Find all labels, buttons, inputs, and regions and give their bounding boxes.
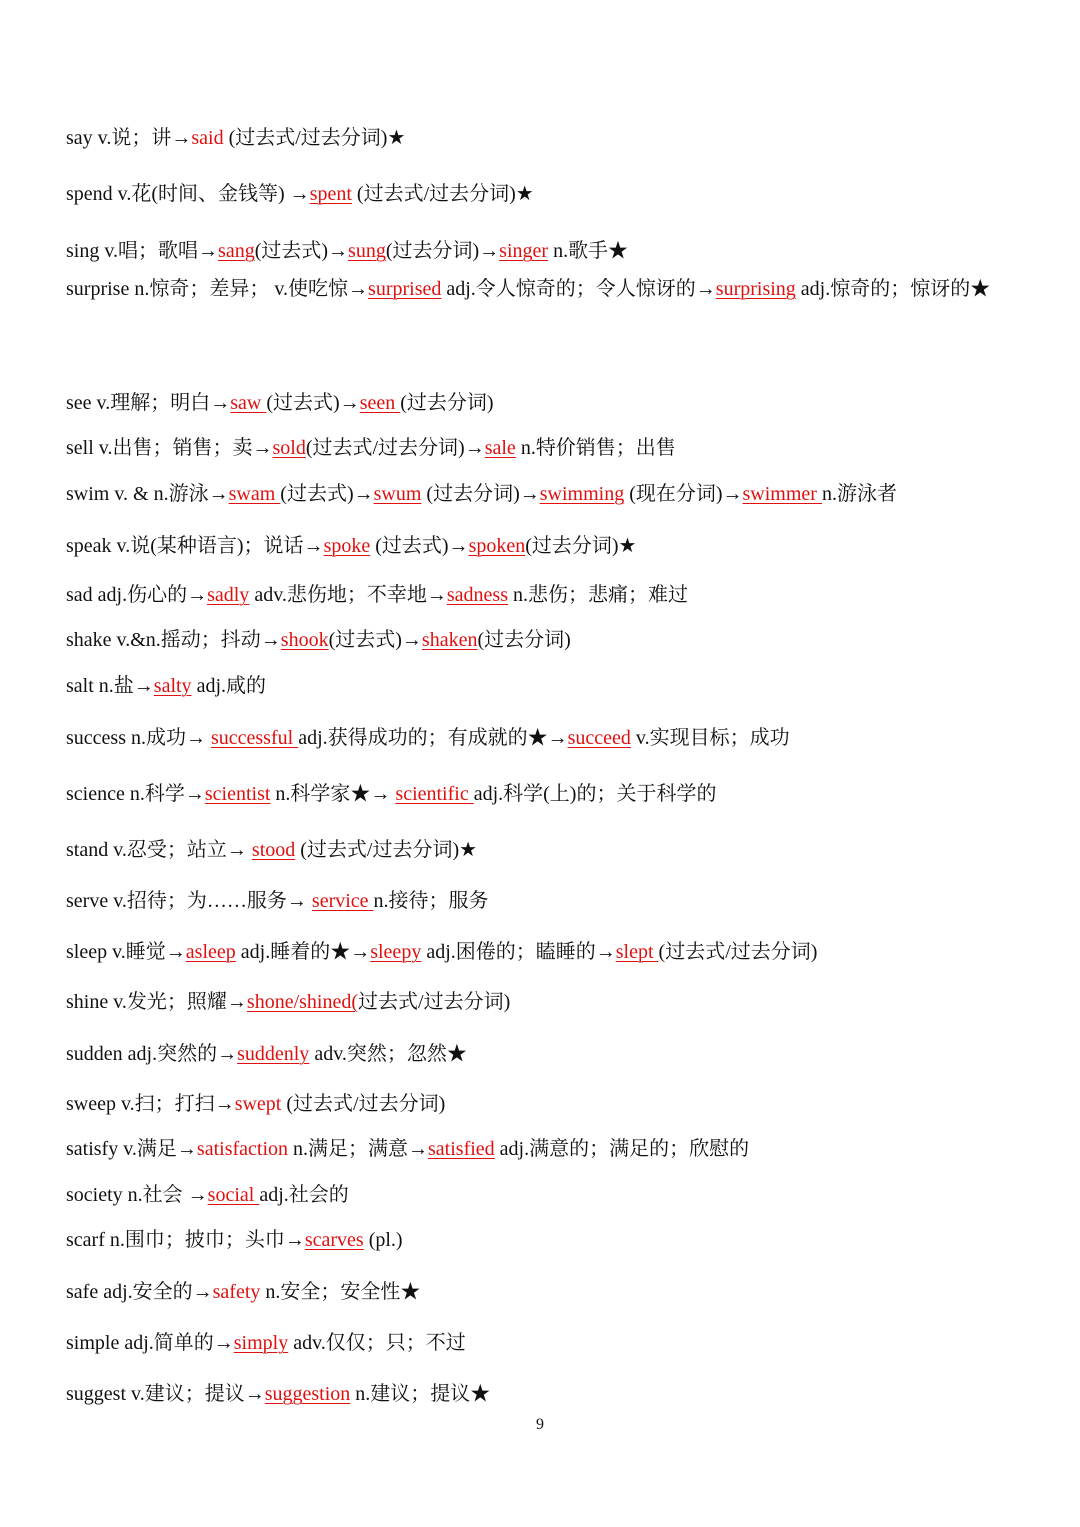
derived-word: scientific bbox=[395, 783, 474, 805]
entry-text: sad adj.伤心的→ bbox=[66, 584, 208, 606]
vocab-entry bbox=[66, 674, 1020, 698]
derived-word: scientist bbox=[204, 783, 271, 805]
derived-word: sadly bbox=[207, 584, 250, 606]
entry-text: satisfy v.满足→ bbox=[66, 1138, 197, 1160]
derived-word: swimming bbox=[539, 483, 625, 505]
entry-text: (过去式/过去分词)★ bbox=[223, 127, 406, 149]
derived-word: successful bbox=[210, 727, 299, 749]
derived-word: safety bbox=[212, 1281, 261, 1303]
vocab-entry bbox=[66, 838, 1020, 862]
entry-text: see v.理解；明白→ bbox=[66, 392, 231, 414]
derived-word: swimmer bbox=[742, 483, 822, 505]
entry-text: (过去式)→ bbox=[266, 392, 360, 414]
vocab-entry bbox=[66, 1092, 1020, 1116]
derived-word: spent bbox=[309, 183, 352, 205]
entry-text: n.游泳者 bbox=[821, 483, 897, 505]
entry-text: (过去分词) bbox=[477, 629, 571, 651]
vocab-entry bbox=[66, 436, 1020, 460]
derived-word: shook bbox=[280, 629, 329, 651]
page-number: 9 bbox=[536, 1416, 544, 1433]
derived-word: surprising bbox=[715, 278, 796, 300]
derived-word: saw bbox=[230, 392, 267, 414]
entry-text: society n.社会 → bbox=[66, 1184, 208, 1206]
entry-text: adj.惊奇的；惊讶的★ bbox=[795, 278, 991, 300]
vocab-entry bbox=[66, 726, 1020, 750]
entry-text: (过去式/过去分词)→ bbox=[305, 437, 485, 459]
derived-word: social bbox=[207, 1184, 260, 1206]
entry-text: 过去式/过去分词) bbox=[358, 991, 511, 1013]
derived-word: satisfaction bbox=[196, 1138, 289, 1160]
derived-word: swept bbox=[234, 1093, 282, 1115]
derived-word: satisfied bbox=[428, 1138, 495, 1160]
entry-text: surprise n.惊奇；差异； v.使吃惊→ bbox=[66, 278, 369, 300]
entry-text: n.满足；满意→ bbox=[288, 1138, 429, 1160]
derived-word: suddenly bbox=[237, 1043, 310, 1065]
entry-text: serve v.招待；为……服务→ bbox=[66, 890, 312, 912]
derived-word: sang bbox=[218, 240, 255, 262]
vocab-entry bbox=[66, 391, 1020, 415]
entry-text: n.接待；服务 bbox=[373, 890, 489, 912]
derived-word: said bbox=[191, 127, 224, 149]
derived-word: service bbox=[311, 890, 374, 912]
entry-text: adj.社会的 bbox=[259, 1184, 349, 1206]
entry-text: (过去式)→ bbox=[328, 629, 422, 651]
entry-text: success n.成功→ bbox=[66, 727, 211, 749]
vocab-entry bbox=[66, 239, 1020, 263]
entry-text: sell v.出售；销售；卖→ bbox=[66, 437, 273, 459]
entry-text: (现在分词)→ bbox=[624, 483, 743, 505]
derived-word: spoke bbox=[323, 535, 371, 557]
derived-word: seen bbox=[359, 392, 401, 414]
derived-word: sale bbox=[484, 437, 516, 459]
entry-text: adj.困倦的；瞌睡的→ bbox=[421, 941, 616, 963]
entry-text: adv.突然；忽然★ bbox=[309, 1043, 467, 1065]
entry-text: sing v.唱；歌唱→ bbox=[66, 240, 219, 262]
entry-text: n.安全；安全性★ bbox=[260, 1281, 421, 1303]
entry-text: stand v.忍受；站立→ bbox=[66, 839, 252, 861]
entry-text: adj.满意的；满足的；欣慰的 bbox=[494, 1138, 750, 1160]
entry-text: (pl.) bbox=[363, 1229, 403, 1251]
entry-text: (过去分词)★ bbox=[525, 535, 637, 557]
derived-word: sung bbox=[348, 240, 386, 262]
entry-text: sweep v.扫；打扫→ bbox=[66, 1093, 235, 1115]
derived-word: sadness bbox=[446, 584, 508, 606]
derived-word: slept bbox=[615, 941, 659, 963]
entry-text: adj.科学(上)的；关于科学的 bbox=[473, 783, 717, 805]
derived-word: sold bbox=[272, 437, 306, 459]
entry-text: adv.仅仅；只；不过 bbox=[288, 1332, 466, 1354]
derived-word: salty bbox=[153, 675, 192, 697]
entry-text: (过去式/过去分词)★ bbox=[351, 183, 534, 205]
entry-text: n.科学家★→ bbox=[270, 783, 396, 805]
vocab-entry bbox=[66, 1137, 1020, 1161]
derived-word: scarves bbox=[304, 1229, 364, 1251]
entry-text: (过去式/过去分词)★ bbox=[295, 839, 478, 861]
entry-text: (过去分词)→ bbox=[421, 483, 540, 505]
derived-word: sleepy bbox=[370, 941, 422, 963]
vocab-entry bbox=[66, 1331, 1020, 1355]
entry-text: n.建议；提议★ bbox=[350, 1383, 491, 1405]
entry-text: salt n.盐→ bbox=[66, 675, 154, 697]
derived-word: spoken bbox=[468, 535, 526, 557]
entry-text: adj.获得成功的；有成就的★→ bbox=[298, 727, 568, 749]
entry-text: shake v.&n.摇动；抖动→ bbox=[66, 629, 281, 651]
entry-text: swim v. & n.游泳→ bbox=[66, 483, 229, 505]
entry-text: adj.咸的 bbox=[191, 675, 266, 697]
entry-text: (过去分词) bbox=[400, 392, 494, 414]
entry-text: adj.令人惊奇的；令人惊讶的→ bbox=[441, 278, 716, 300]
vocab-entry bbox=[66, 182, 1020, 206]
entry-text: speak v.说(某种语言)；说话→ bbox=[66, 535, 324, 557]
entry-text: suggest v.建议；提议→ bbox=[66, 1383, 265, 1405]
vocab-entry bbox=[66, 782, 1020, 806]
entry-text: adv.悲伤地；不幸地→ bbox=[249, 584, 447, 606]
derived-word: succeed bbox=[567, 727, 631, 749]
vocab-entry bbox=[66, 990, 1020, 1014]
derived-word: swum bbox=[373, 483, 422, 505]
entry-text: n.歌手★ bbox=[548, 240, 629, 262]
entry-text: spend v.花(时间、金钱等) → bbox=[66, 183, 310, 205]
vocab-entry bbox=[66, 1183, 1020, 1207]
derived-word: shaken bbox=[421, 629, 478, 651]
derived-word: shone/shined( bbox=[246, 991, 359, 1013]
entry-text: (过去式/过去分词) bbox=[281, 1093, 446, 1115]
entry-text: (过去分词)→ bbox=[385, 240, 500, 262]
entry-text: safe adj.安全的→ bbox=[66, 1281, 213, 1303]
entry-text: science n.科学→ bbox=[66, 783, 205, 805]
vocab-entry bbox=[66, 534, 1020, 558]
vocab-entry bbox=[66, 1228, 1020, 1252]
derived-word: stood bbox=[251, 839, 296, 861]
derived-word: surprised bbox=[368, 278, 442, 300]
vocab-entry bbox=[66, 583, 1020, 607]
entry-text: (过去式)→ bbox=[280, 483, 374, 505]
entry-text: n.悲伤；悲痛；难过 bbox=[508, 584, 688, 606]
vocab-entry bbox=[66, 126, 1020, 150]
entry-text: sudden adj.突然的→ bbox=[66, 1043, 238, 1065]
entry-text: adj.睡着的★→ bbox=[235, 941, 371, 963]
entry-text: scarf n.围巾；披巾；头巾→ bbox=[66, 1229, 305, 1251]
derived-word: asleep bbox=[185, 941, 236, 963]
entry-text: say v.说；讲→ bbox=[66, 127, 192, 149]
vocab-entry bbox=[66, 889, 1020, 913]
entry-text: (过去式)→ bbox=[370, 535, 469, 557]
derived-word: singer bbox=[499, 240, 549, 262]
entry-text: n.特价销售；出售 bbox=[515, 437, 676, 459]
derived-word: simply bbox=[233, 1332, 289, 1354]
derived-word: suggestion bbox=[264, 1383, 351, 1405]
vocab-entry bbox=[66, 263, 1020, 315]
vocab-entry bbox=[66, 482, 1020, 506]
entry-text: (过去式)→ bbox=[254, 240, 349, 262]
vocab-entry bbox=[66, 1042, 1020, 1066]
vocab-entry bbox=[66, 1382, 1020, 1406]
entry-text: simple adj.简单的→ bbox=[66, 1332, 234, 1354]
derived-word: swam bbox=[228, 483, 281, 505]
entry-text: (过去式/过去分词) bbox=[658, 941, 818, 963]
vocab-entry bbox=[66, 628, 1020, 652]
entry-text: v.实现目标；成功 bbox=[630, 727, 790, 749]
entry-text: shine v.发光；照耀→ bbox=[66, 991, 247, 1013]
vocab-entry bbox=[66, 1280, 1020, 1304]
vocab-entry bbox=[66, 940, 1020, 964]
entry-text: sleep v.睡觉→ bbox=[66, 941, 186, 963]
